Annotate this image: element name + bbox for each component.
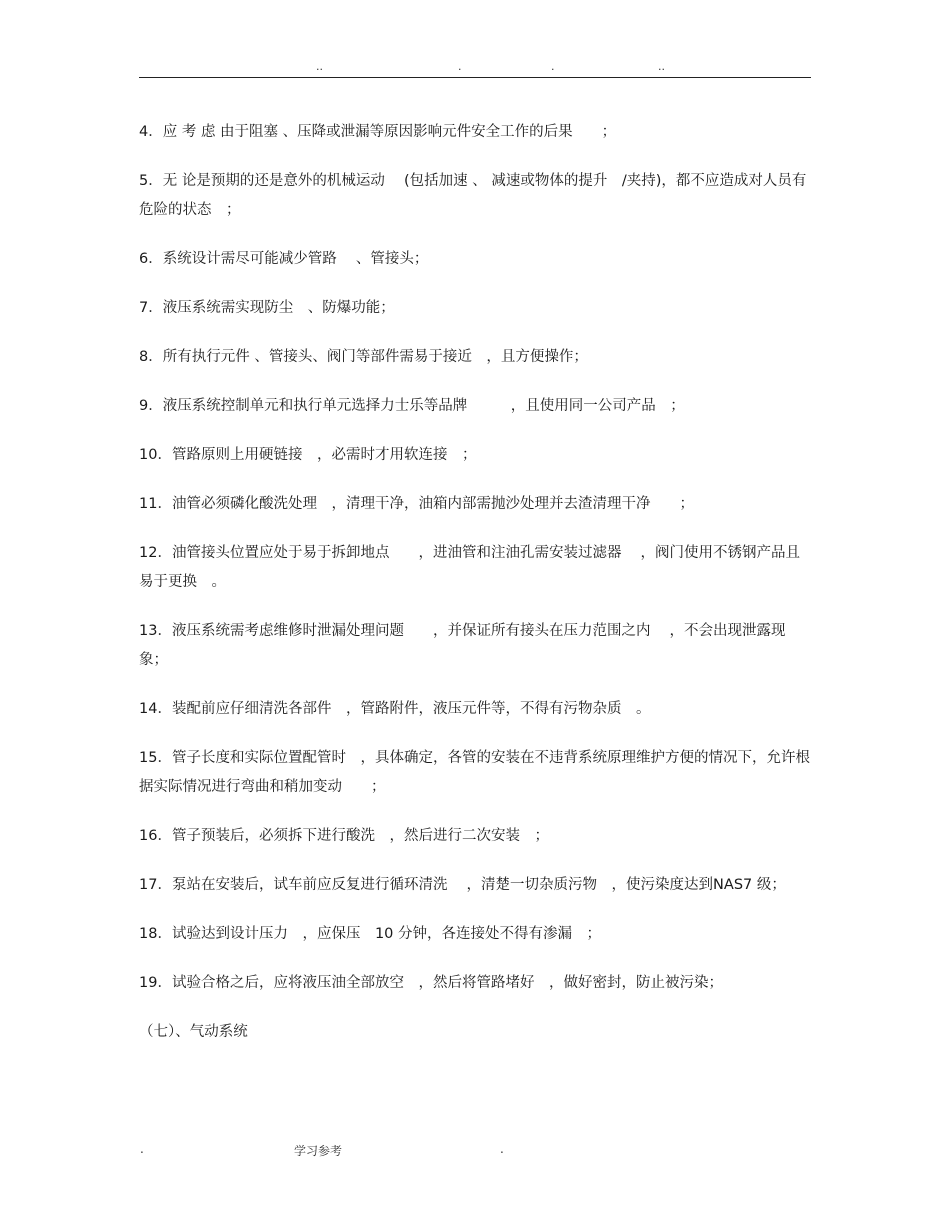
list-item: 11．油管必须磷化酸洗处理 ，清理干净，油箱内部需抛沙处理并去渣清理干净 ； <box>139 496 694 512</box>
header-rule <box>139 77 811 78</box>
footer-mark-left: . <box>140 1142 144 1156</box>
list-item: 7．液压系统需实现防尘 、防爆功能； <box>139 300 395 316</box>
footer-text: 学习参考 <box>294 1144 343 1158</box>
list-item: 16．管子预装后，必须拆下进行酸洗 ，然后进行二次安装 ； <box>139 828 549 844</box>
footer-mark-right: . <box>500 1142 504 1156</box>
list-item: 12．油管接头位置应处于易于拆卸地点 ，进油管和注油孔需安装过滤器 ，阀门使用不锈钢产品且易于更换 。 <box>139 545 801 590</box>
list-item: 5．无 论是预期的还是意外的机械运动 (包括加速 、 减速或物体的提升 /夹持)，都不应造成对人员有危险的状态 ； <box>139 173 807 218</box>
document-body <box>139 118 811 1067</box>
list-item: 4．应 考 虑 由于阻塞 、压降或泄漏等原因影响元件安全工作的后果 ； <box>139 124 617 140</box>
header-mark: . <box>551 60 555 73</box>
list-item: 6．系统设计需尽可能减少管路 、管接头； <box>139 251 429 267</box>
list-item: 14．装配前应仔细清洗各部件 ，管路附件，液压元件等，不得有污物杂质 。 <box>139 701 651 717</box>
list-item: 9．液压系统控制单元和执行单元选择力士乐等品牌 ，且使用同一公司产品 ； <box>139 398 685 414</box>
list-item: 8．所有执行元件 、管接头、阀门等部件需易于接近 ，且方便操作； <box>139 349 588 365</box>
list-item: 15．管子长度和实际位置配管时 ，具体确定，各管的安装在不违背系统原理维护方便的情况下，允许根据实际情况进行弯曲和稍加变动 ； <box>139 750 810 795</box>
list-item: 10．管路原则上用硬链接 ，必需时才用软连接 ； <box>139 447 477 463</box>
page-footer <box>140 1142 810 1162</box>
header-mark: . <box>458 60 462 73</box>
list-item: 19．试验合格之后，应将液压油全部放空 ，然后将管路堵好 ，做好密封，防止被污染； <box>139 975 723 991</box>
section-heading: （七）、气动系统 <box>139 1024 248 1040</box>
header-mark: .. <box>658 60 665 73</box>
list-item: 18．试验达到设计压力 ，应保压 10 分钟，各连接处不得有渗漏 ； <box>139 926 602 942</box>
list-item: 13．液压系统需考虑维修时泄漏处理问题 ，并保证所有接头在压力范围之内 ，不会出现泄露现象； <box>139 623 786 668</box>
header-mark: .. <box>316 60 323 73</box>
list-item: 17．泵站在安装后，试车前应反复进行循环清洗 ，清楚一切杂质污物 ，使污染度达到NAS7 级； <box>139 877 786 893</box>
page-header-marks <box>140 60 810 74</box>
